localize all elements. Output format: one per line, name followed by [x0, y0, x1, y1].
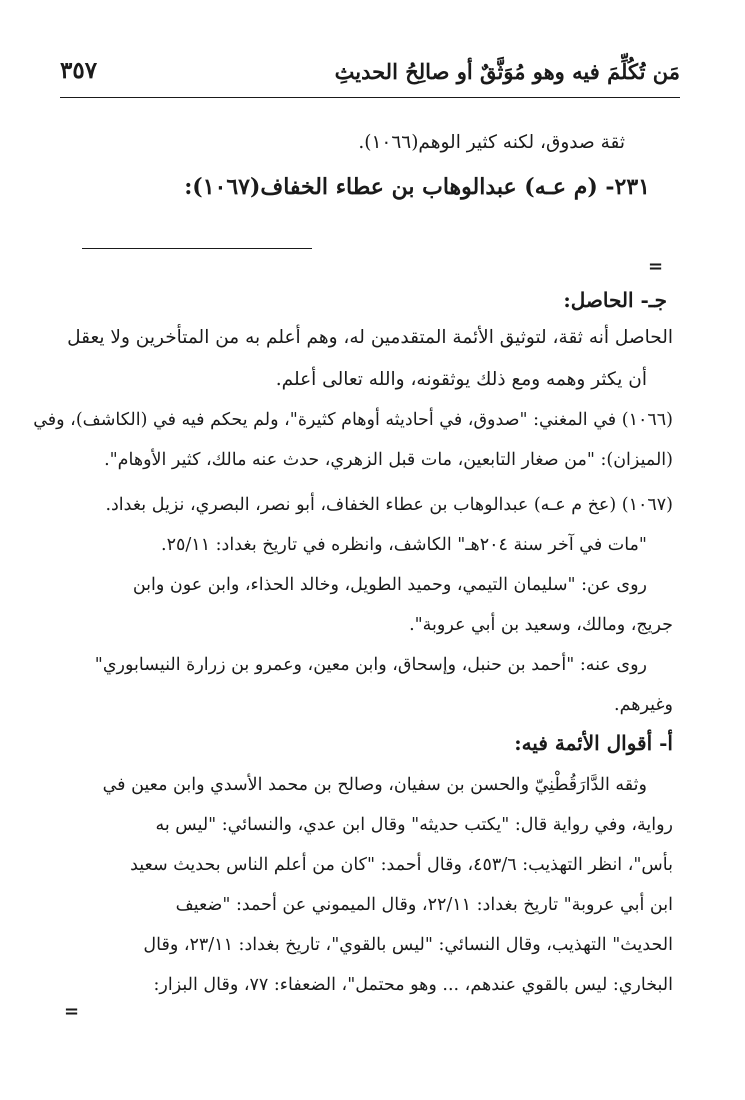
text-line: الحاصل أنه ثقة، لتوثيق الأئمة المتقدمين له، وهم أعلم به من المتأخرين ولا يعقل: [67, 327, 673, 348]
footnote-line: وغيرهم.: [614, 695, 673, 715]
footnote-line: البخاري: ليس بالقوي عندهم، ... وهو محتمل"، الضعفاء: ٧٧، وقال البزار:: [153, 975, 673, 995]
continuation-mark: =: [648, 256, 664, 277]
footnote-line: ابن أبي عروبة" تاريخ بغداد: ٢٢/١١، وقال الميموني عن أحمد: "ضعيف: [175, 895, 673, 915]
footnote-line: روى عنه: "أحمد بن حنبل، وإسحاق، وابن معين، وعمرو بن زرارة النيسابوري": [94, 655, 647, 675]
section-heading: جـ- الحاصل:: [563, 288, 667, 312]
footnote-line: جريج، ومالك، وسعيد بن أبي عروبة".: [409, 615, 673, 635]
footnote-line: روى عن: "سليمان التيمي، وحميد الطويل، وخالد الحذاء، وابن عون وابن: [132, 575, 647, 595]
text-line: أن يكثر وهمه ومع ذلك يوثقونه، والله تعالى أعلم.: [275, 369, 647, 390]
footnote-separator: [82, 248, 312, 249]
footnote-line: "مات في آخر سنة ٢٠٤هـ" الكاشف، وانظره في تاريخ بغداد: ٢٥/١١.: [161, 535, 647, 555]
entry-heading: ٢٣١- (م عـه) عبدالوهاب بن عطاء الخفاف(١٠٦٧):: [184, 174, 650, 200]
text-line: ثقة صدوق، لكنه كثير الوهم(١٠٦٦).: [358, 132, 625, 153]
running-header: [60, 55, 680, 98]
footnote-line: (١٠٦٧) (عخ م عـه) عبدالوهاب بن عطاء الخفاف، أبو نصر، البصري، نزيل بغداد.: [105, 495, 673, 515]
continuation-mark: =: [64, 1001, 80, 1022]
footnote-line: وثقه الدَّارَقُطْنِيّ والحسن بن سفيان، وصالح بن محمد الأسدي وابن معين في: [102, 775, 647, 795]
page-number: ٣٥٧: [60, 57, 98, 84]
footnote-line: بأس"، انظر التهذيب: ٤٥٣/٦، وقال أحمد: "كان من أعلم الناس بحديث سعيد: [130, 855, 673, 875]
footnote-line: الحديث" التهذيب، وقال النسائي: "ليس بالقوي"، تاريخ بغداد: ٢٣/١١، وقال: [143, 935, 673, 955]
running-header-title: مَن تُكُلِّمَ فيه وهو مُوَثَّقٌ أو صالِحُ الحديثِ: [334, 59, 680, 84]
footnote-line: (الميزان): "من صغار التابعين، مات قبل الزهري، حدث عنه مالك، كثير الأوهام".: [104, 450, 673, 470]
footnote-line: (١٠٦٦) في المغني: "صدوق، في أحاديثه أوهام كثيرة"، ولم يحكم فيه في (الكاشف)، وفي: [33, 410, 673, 430]
subheading: أ- أقوال الأئمة فيه:: [514, 731, 673, 755]
footnote-line: رواية، وفي رواية قال: "يكتب حديثه" وقال ابن عدي، والنسائي: "ليس به: [155, 815, 673, 835]
